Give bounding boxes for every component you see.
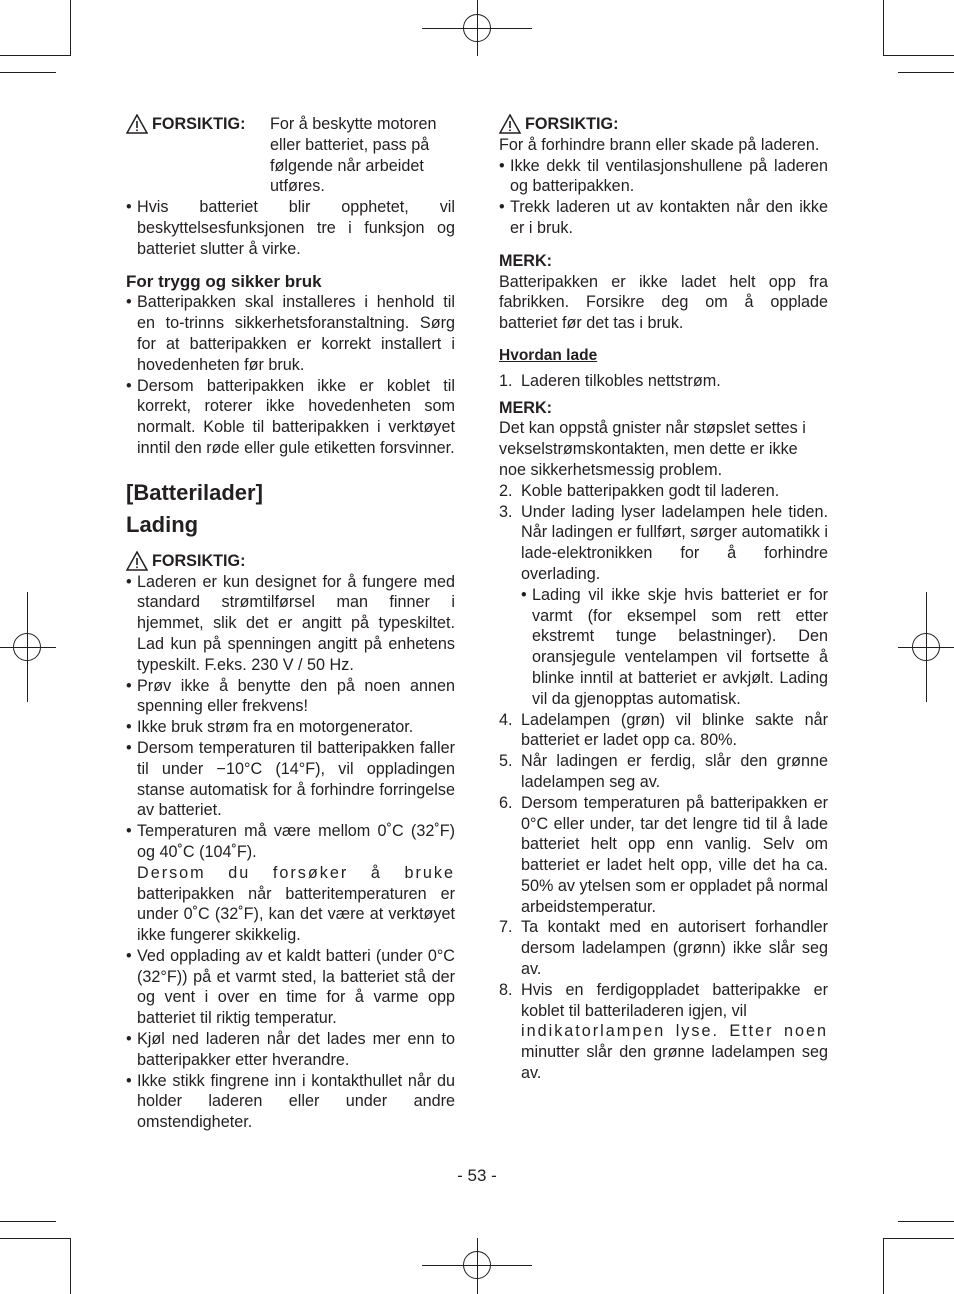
- list-item: [499, 156, 828, 198]
- step-item: [499, 710, 828, 752]
- bullet-marker: •: [126, 738, 132, 757]
- list-item: [126, 821, 455, 863]
- bullet-marker: •: [126, 822, 132, 841]
- step-text: Når ladingen er ferdig, slår den grønne ladelampen seg av.: [521, 752, 828, 791]
- subsection-heading: Hvordan lade: [499, 346, 598, 364]
- warning-bullet-list: [499, 156, 828, 239]
- warning-label: FORSIKTIG:: [525, 115, 619, 133]
- step-item: [499, 751, 828, 793]
- bullet-marker: •: [126, 1071, 132, 1090]
- step-list: [499, 481, 828, 585]
- bullet-marker: •: [126, 1030, 132, 1049]
- step-number: 3.: [499, 502, 513, 521]
- step-number: 7.: [499, 918, 513, 937]
- step-text: Koble batteripakken godt til laderen.: [521, 481, 780, 500]
- step-text: Hvis en ferdigoppladet batteripakke er koblet til batteriladeren igjen, vil: [521, 980, 828, 1020]
- step-number: 4.: [499, 710, 513, 729]
- list-item: [126, 572, 455, 676]
- section-title: Lading: [126, 511, 199, 537]
- bullet-marker: •: [126, 946, 132, 965]
- list-item-text: Dersom batteripakken ikke er koblet til korrekt, roterer ikke hovedenheten som normalt. Koble til batteripakken i verktøyet inntil den røde eller gule etiketten forsvinner.: [137, 376, 455, 457]
- bullet-marker: •: [126, 198, 132, 217]
- list-item-text: Ikke bruk strøm fra en motorgenerator.: [137, 718, 414, 737]
- warning-bullet-list: [126, 197, 455, 259]
- step-sub-bullet: • Lading vil ikke skje hvis batteriet er for varmt (for eksempel som rett etter ekstremt tunge belastninger). Den oransjegule ventelampen vil fortsette å blinke inntil at batteriet er avkjølt. Lading vil da gjenopptas automatisk.: [521, 585, 828, 708]
- note-label: MERK:: [499, 398, 553, 417]
- step-text: Ta kontakt med en autorisert forhandler dersom ladelampen (grønn) ikke slår seg av.: [521, 918, 828, 979]
- bullet-marker: •: [126, 376, 132, 395]
- warning-label: FORSIKTIG:: [152, 115, 246, 133]
- step-list: [499, 710, 828, 980]
- list-item: [126, 1029, 455, 1071]
- step-sub-bullet-text: Lading vil ikke skje hvis batteriet er for varmt (for eksempel som rett etter ekstremt tunge belastninger). Den oransjegule ventelampen vil fortsette å blinke inntil at batteriet er avkjølt. Lading vil da gjenopptas automatisk.: [532, 585, 828, 708]
- list-item: [499, 197, 828, 239]
- list-item-text: Temperaturen må være mellom 0˚C (32˚F) og 40˚C (104˚F).: [137, 822, 455, 861]
- bullet-marker: •: [499, 156, 505, 175]
- safety-bullet-list: [126, 292, 455, 458]
- list-item: [126, 197, 455, 259]
- bullet-marker: •: [126, 718, 132, 737]
- step-text: Under lading lyser ladelampen hele tiden. Når ladingen er fullført, sørger automatikk i lade-elektronikken for å forhindre overlading.: [521, 502, 828, 583]
- list-item-text: Ikke stikk fingrene inn i kontakthullet når du holder laderen eller under andre omstendigheter.: [137, 1071, 455, 1132]
- warning-triangle-icon: [126, 551, 148, 571]
- step-item: [499, 793, 828, 918]
- list-item: [126, 292, 455, 375]
- step-item: [499, 371, 828, 392]
- step-text: Ladelampen (grøn) vil blinke sakte når batteriet er ladet opp ca. 80%.: [521, 710, 828, 750]
- warning-block: [126, 114, 455, 197]
- warning-text: For å beskytte motoren eller batteriet, pass på følgende når arbeidet utføres.: [270, 115, 437, 196]
- list-item-text: Kjøl ned laderen når det lades mer enn to batteripakker etter hverandre.: [137, 1030, 455, 1069]
- list-item-text: Laderen er kun designet for å fungere med standard strømtilførsel man finner i hjemmet, slik det er angitt på typeskiltet. Lad kun på spenningen angitt på enhetens typeskilt. F.eks. 230 V / 50 Hz.: [137, 572, 455, 674]
- left-column: [126, 114, 455, 1133]
- step-number: 8.: [499, 980, 513, 999]
- bullet-marker: •: [126, 676, 132, 695]
- list-item: [126, 376, 455, 459]
- warning-label: FORSIKTIG:: [152, 551, 246, 570]
- bullet-marker: •: [126, 572, 132, 591]
- step-number: 5.: [499, 752, 513, 771]
- right-column: [499, 114, 828, 1084]
- warning-triangle-icon: [499, 114, 521, 134]
- list-item-text: Ikke dekk til ventilasjonshullene på laderen og batteripakken.: [510, 156, 828, 196]
- temperature-note: [126, 863, 455, 946]
- list-item-text: Dersom temperaturen til batteripakken faller til under −10°C (14°F), vil oppladingen stanse automatisk for å forhindre forringelse av batteriet.: [137, 738, 455, 820]
- list-item-text: Batteripakken skal installeres i henhold til en to-trinns sikkerhetsforanstaltning. Sørg for at batteripakken er korrekt installert i hovedenheten før bruk.: [137, 293, 455, 374]
- step-item: [499, 917, 828, 979]
- note-text: Batteripakken er ikke ladet helt opp fra fabrikken. Forsikre deg om å opplade batteriet før det tas i bruk.: [499, 272, 828, 333]
- list-item: [126, 676, 455, 718]
- list-item-text: Trekk laderen ut av kontakten når den ikke er i bruk.: [510, 198, 828, 237]
- warning-heading: [499, 114, 828, 135]
- temperature-note-text: Dersom du forsøker å bruke: [137, 863, 455, 882]
- step-item: [499, 980, 828, 1084]
- page-number: - 53 -: [457, 1166, 497, 1185]
- note-text: Det kan oppstå gnister når støpslet settes i vekselstrømskontakten, men dette er ikke noe sikkerhetsmessig problem.: [499, 419, 806, 479]
- list-item-text: Hvis batteriet blir opphetet, vil beskyttelsesfunksjonen tre i funksjon og batteriet slutter å virke.: [137, 198, 455, 258]
- step-text: Dersom temperaturen på batteripakken er 0°C eller under, tar det lengre tid til å lade batteriet helt opp enn vanlig. Selv om batteriet er ladet helt opp, ville det ha ca. 50% av ytelsen som er oppladet på normal arbeidstemperatur.: [521, 793, 828, 916]
- page-title: [Batterilader]: [126, 479, 263, 505]
- list-item: [126, 738, 455, 821]
- step-item: [499, 502, 828, 585]
- note-label: MERK:: [499, 251, 553, 270]
- list-item-text: Ved opplading av et kaldt batteri (under 0°C (32°F)) på et varmt sted, la batteriet stå der og vent i over en time for å varme opp batteriet til riktig temperatur.: [137, 946, 455, 1028]
- list-item: [126, 1071, 455, 1133]
- warning-triangle-icon: [126, 114, 148, 134]
- bullet-marker: •: [126, 293, 132, 312]
- section-heading: For trygg og sikker bruk: [126, 271, 322, 291]
- step-number: 6.: [499, 793, 513, 812]
- list-item: [126, 946, 455, 1029]
- step-number: 1.: [499, 371, 513, 390]
- list-item-text: Prøv ikke å benytte den på noen annen spenning eller frekvens!: [137, 676, 455, 716]
- step-text: minutter slår den grønne ladelampen seg av.: [521, 1043, 828, 1083]
- warning-text: For å forhindre brann eller skade på laderen.: [499, 135, 820, 154]
- step-item: [499, 481, 828, 502]
- step-text: indikatorlampen lyse. Etter noen: [521, 1022, 828, 1041]
- step-text: Laderen tilkobles nettstrøm.: [521, 371, 721, 390]
- step-number: 2.: [499, 481, 513, 500]
- list-item: [126, 717, 455, 738]
- charging-warning-list: [126, 572, 455, 1134]
- bullet-marker: •: [499, 198, 505, 217]
- temperature-note-text: batteripakken når batteritemperaturen er under 0˚C (32˚F), kan det være at verktøyet ikke fungerer skikkelig.: [137, 884, 455, 945]
- warning-heading: [126, 551, 455, 572]
